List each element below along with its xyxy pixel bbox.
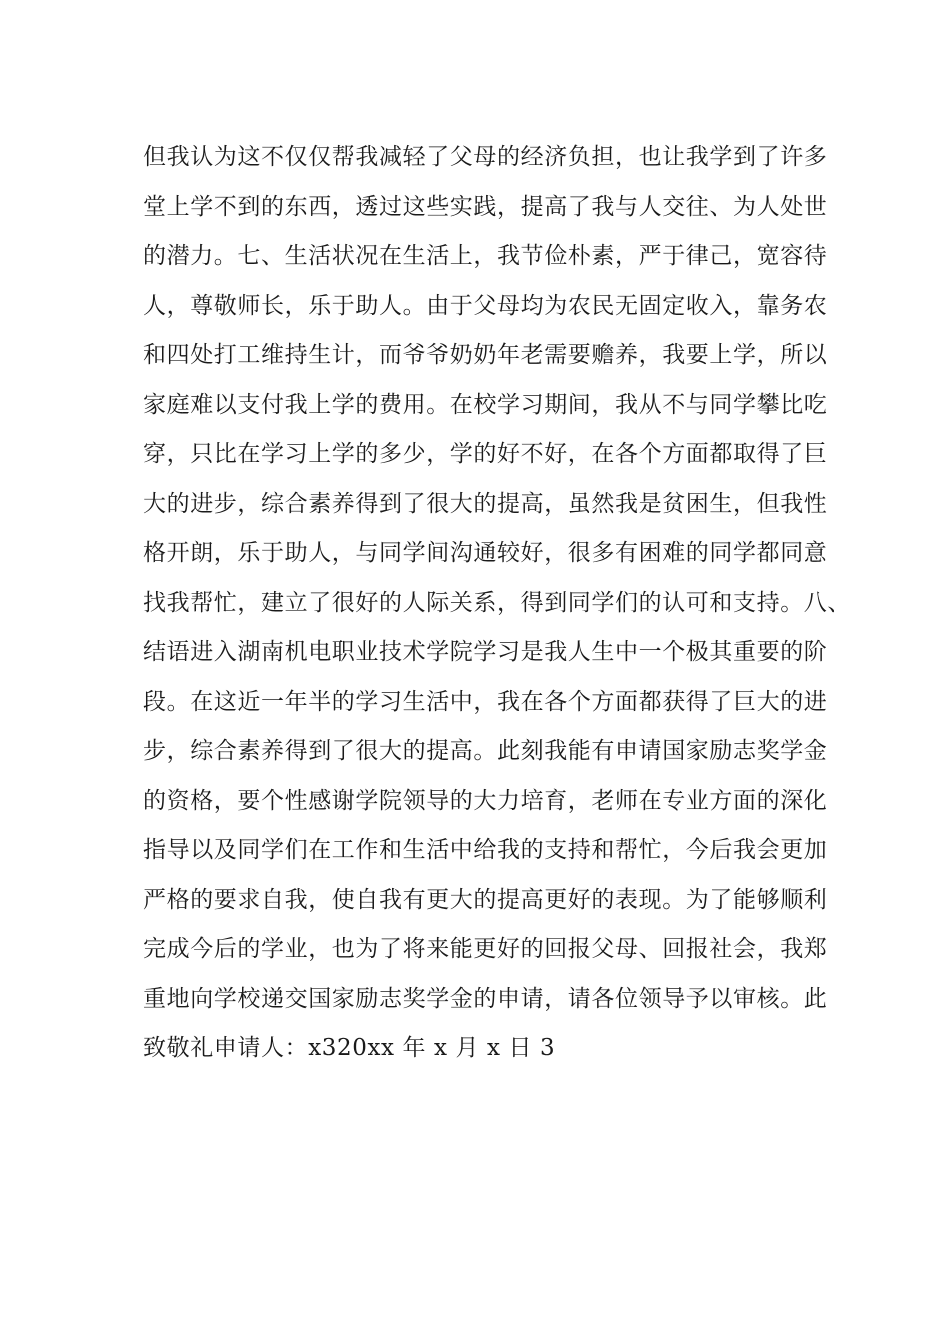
text-line: 大的进步，综合素养得到了很大的提高，虽然我是贫困生，但我性 [143, 490, 828, 517]
body-text [143, 133, 851, 1074]
text-line: 人，尊敬师长，乐于助人。由于父母均为农民无固定收入，靠务农 [143, 292, 828, 319]
text-line: 指导以及同学们在工作和生活中给我的支持和帮忙，今后我会更加 [143, 837, 828, 863]
text-line: 完成今后的学业，也为了将来能更好的回报父母、回报社会，我郑 [143, 936, 828, 962]
text-line: 重地向学校递交国家励志奖学金的申请，请各位领导予以审核。此 [143, 985, 828, 1012]
text-line: 的潜力。七、生活状况在生活上，我节俭朴素，严于律己，宽容待 [143, 243, 828, 269]
text-line: 穿，只比在学习上学的多少，学的好不好，在各个方面都取得了巨 [143, 441, 828, 467]
text-line: 步，综合素养得到了很大的提高。此刻我能有申请国家励志奖学金 [143, 738, 828, 764]
text-line-signature: 致敬礼申请人：x320xx 年 x 月 x 日 3 [143, 1035, 556, 1061]
text-line: 的资格，要个性感谢学院领导的大力培育，老师在专业方面的深化 [143, 787, 828, 814]
text-line: 段。在这近一年半的学习生活中，我在各个方面都获得了巨大的进 [143, 688, 828, 715]
text-line: 严格的要求自我，使自我有更大的提高更好的表现。为了能够顺利 [143, 886, 828, 913]
text-line: 堂上学不到的东西，透过这些实践，提高了我与人交往、为人处世 [143, 193, 828, 220]
text-line: 家庭难以支付我上学的费用。在校学习期间，我从不与同学攀比吃 [143, 391, 828, 418]
text-line: 但我认为这不仅仅帮我减轻了父母的经济负担，也让我学到了许多 [143, 144, 828, 170]
text-line: 找我帮忙，建立了很好的人际关系，得到同学们的认可和支持。八、 [143, 589, 851, 616]
text-line: 结语进入湖南机电职业技术学院学习是我人生中一个极其重要的阶 [143, 639, 828, 665]
text-line: 和四处打工维持生计，而爷爷奶奶年老需要赡养，我要上学，所以 [143, 342, 828, 368]
text-line: 格开朗，乐于助人，与同学间沟通较好，很多有困难的同学都同意 [143, 540, 828, 566]
